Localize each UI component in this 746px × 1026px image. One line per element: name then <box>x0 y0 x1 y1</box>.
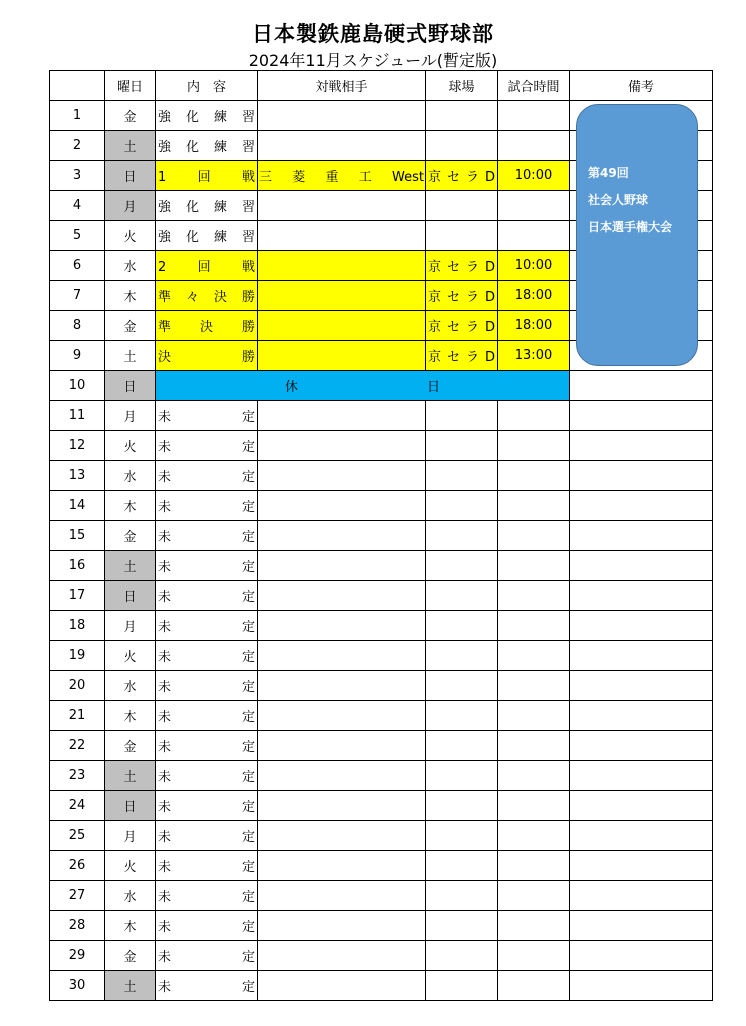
content-text: 準々決勝 <box>158 290 255 305</box>
time-cell <box>498 431 570 461</box>
table-row <box>50 521 713 551</box>
time-cell <box>498 191 570 221</box>
notes-cell <box>570 911 713 941</box>
day-number: 5 <box>50 221 105 251</box>
day-number: 19 <box>50 641 105 671</box>
opponent-cell <box>258 581 426 611</box>
content-text: 未定 <box>158 740 255 755</box>
notes-cell <box>570 641 713 671</box>
venue-cell <box>426 101 498 131</box>
content-text: 未定 <box>158 980 255 995</box>
venue-cell <box>426 851 498 881</box>
venue-cell <box>426 971 498 1001</box>
content-text: 強化練習 <box>158 200 255 215</box>
time-cell <box>498 581 570 611</box>
content-cell <box>156 551 258 581</box>
table-row <box>50 791 713 821</box>
day-of-week: 水 <box>105 881 156 911</box>
venue-cell <box>426 491 498 521</box>
content-cell <box>156 461 258 491</box>
opponent-cell <box>258 281 426 311</box>
notes-cell <box>570 551 713 581</box>
content-cell <box>156 191 258 221</box>
notes-cell <box>570 731 713 761</box>
day-number: 7 <box>50 281 105 311</box>
day-of-week: 木 <box>105 911 156 941</box>
time-cell <box>498 701 570 731</box>
day-of-week: 日 <box>105 371 156 401</box>
notes-cell <box>570 671 713 701</box>
content-cell <box>156 851 258 881</box>
content-text: 未定 <box>158 800 255 815</box>
venue-text: 京セラD <box>428 290 495 305</box>
time-cell <box>498 671 570 701</box>
venue-cell <box>426 251 498 281</box>
notes-cell <box>570 401 713 431</box>
content-cell <box>156 251 258 281</box>
day-of-week: 日 <box>105 791 156 821</box>
content-cell <box>156 401 258 431</box>
venue-cell <box>426 461 498 491</box>
time-cell <box>498 911 570 941</box>
day-number: 3 <box>50 161 105 191</box>
day-of-week: 金 <box>105 101 156 131</box>
day-number: 13 <box>50 461 105 491</box>
opponent-cell <box>258 101 426 131</box>
content-text: 未定 <box>158 950 255 965</box>
header-content: 内 容 <box>156 71 258 101</box>
time-cell <box>498 611 570 641</box>
venue-cell <box>426 131 498 161</box>
day-of-week: 日 <box>105 161 156 191</box>
opponent-cell <box>258 911 426 941</box>
content-text: 2回戦 <box>158 260 255 275</box>
day-number: 25 <box>50 821 105 851</box>
content-cell <box>156 341 258 371</box>
venue-cell <box>426 221 498 251</box>
opponent-cell <box>258 401 426 431</box>
day-of-week: 火 <box>105 641 156 671</box>
notes-cell <box>570 461 713 491</box>
content-cell <box>156 581 258 611</box>
tournament-note-box <box>576 104 698 366</box>
time-cell: 13:00 <box>498 341 570 371</box>
day-of-week: 木 <box>105 281 156 311</box>
notes-cell <box>570 851 713 881</box>
day-number: 26 <box>50 851 105 881</box>
notes-cell <box>570 491 713 521</box>
content-cell <box>156 101 258 131</box>
page-subtitle: 2024年11月スケジュール(暫定版) <box>248 51 498 70</box>
header-time: 試合時間 <box>498 71 570 101</box>
day-number: 10 <box>50 371 105 401</box>
content-text: 未定 <box>158 560 255 575</box>
day-of-week: 水 <box>105 671 156 701</box>
day-of-week: 月 <box>105 401 156 431</box>
day-number: 4 <box>50 191 105 221</box>
opponent-text: 三菱重工West <box>259 170 424 185</box>
content-cell <box>156 641 258 671</box>
table-row <box>50 371 713 401</box>
venue-cell <box>426 701 498 731</box>
venue-cell <box>426 821 498 851</box>
opponent-cell <box>258 971 426 1001</box>
content-cell <box>156 881 258 911</box>
time-cell <box>498 761 570 791</box>
content-cell <box>156 911 258 941</box>
opponent-cell <box>258 851 426 881</box>
time-cell <box>498 491 570 521</box>
content-cell <box>156 941 258 971</box>
content-cell <box>156 161 258 191</box>
note-line: 日本選手権大会 <box>588 220 673 234</box>
venue-cell <box>426 521 498 551</box>
content-text: 未定 <box>158 650 255 665</box>
notes-cell <box>570 971 713 1001</box>
time-cell <box>498 131 570 161</box>
table-row <box>50 851 713 881</box>
content-text: 強化練習 <box>158 110 255 125</box>
opponent-cell <box>258 431 426 461</box>
venue-cell <box>426 641 498 671</box>
content-text: 未定 <box>158 830 255 845</box>
day-of-week: 土 <box>105 971 156 1001</box>
venue-cell <box>426 311 498 341</box>
venue-cell <box>426 281 498 311</box>
day-number: 24 <box>50 791 105 821</box>
day-of-week: 月 <box>105 191 156 221</box>
venue-cell <box>426 941 498 971</box>
day-of-week: 金 <box>105 521 156 551</box>
table-row <box>50 731 713 761</box>
table-row <box>50 971 713 1001</box>
day-number: 18 <box>50 611 105 641</box>
time-cell <box>498 401 570 431</box>
table-row <box>50 821 713 851</box>
table-row <box>50 581 713 611</box>
time-cell <box>498 821 570 851</box>
table-row <box>50 941 713 971</box>
content-cell <box>156 431 258 461</box>
time-cell: 10:00 <box>498 161 570 191</box>
day-number: 28 <box>50 911 105 941</box>
day-number: 12 <box>50 431 105 461</box>
header-venue: 球場 <box>426 71 498 101</box>
notes-cell <box>570 791 713 821</box>
day-number: 9 <box>50 341 105 371</box>
content-cell <box>156 821 258 851</box>
table-row <box>50 881 713 911</box>
content-text: 強化練習 <box>158 230 255 245</box>
time-cell <box>498 851 570 881</box>
time-cell: 10:00 <box>498 251 570 281</box>
day-of-week: 土 <box>105 341 156 371</box>
content-cell <box>156 521 258 551</box>
venue-cell <box>426 161 498 191</box>
time-cell <box>498 221 570 251</box>
time-cell <box>498 641 570 671</box>
day-of-week: 金 <box>105 311 156 341</box>
venue-cell <box>426 551 498 581</box>
time-cell <box>498 521 570 551</box>
note-line: 社会人野球 <box>588 193 649 207</box>
day-number: 21 <box>50 701 105 731</box>
day-number: 2 <box>50 131 105 161</box>
opponent-cell <box>258 551 426 581</box>
day-of-week: 金 <box>105 731 156 761</box>
day-number: 27 <box>50 881 105 911</box>
content-text: 未定 <box>158 470 255 485</box>
day-number: 22 <box>50 731 105 761</box>
content-text: 決勝 <box>158 350 255 365</box>
venue-text: 京セラD <box>428 170 495 185</box>
day-of-week: 火 <box>105 851 156 881</box>
time-cell <box>498 941 570 971</box>
table-row <box>50 911 713 941</box>
time-cell: 18:00 <box>498 281 570 311</box>
content-cell <box>156 791 258 821</box>
day-number: 1 <box>50 101 105 131</box>
day-number: 15 <box>50 521 105 551</box>
content-cell <box>156 611 258 641</box>
content-text: 未定 <box>158 860 255 875</box>
header-notes: 備考 <box>570 71 713 101</box>
venue-cell <box>426 911 498 941</box>
content-text: 未定 <box>158 620 255 635</box>
table-row <box>50 461 713 491</box>
venue-cell <box>426 191 498 221</box>
day-number: 17 <box>50 581 105 611</box>
venue-cell <box>426 401 498 431</box>
opponent-cell <box>258 311 426 341</box>
notes-cell <box>570 371 713 401</box>
day-of-week: 月 <box>105 821 156 851</box>
header-dow: 曜日 <box>105 71 156 101</box>
table-row <box>50 491 713 521</box>
day-number: 23 <box>50 761 105 791</box>
opponent-cell <box>258 221 426 251</box>
header-opponent: 対戦相手 <box>258 71 426 101</box>
day-of-week: 木 <box>105 701 156 731</box>
opponent-cell <box>258 791 426 821</box>
venue-text: 京セラD <box>428 350 495 365</box>
content-cell <box>156 971 258 1001</box>
day-of-week: 月 <box>105 611 156 641</box>
header-day <box>50 71 105 101</box>
day-number: 6 <box>50 251 105 281</box>
table-row <box>50 551 713 581</box>
venue-cell <box>426 611 498 641</box>
day-of-week: 水 <box>105 461 156 491</box>
content-text: 未定 <box>158 410 255 425</box>
venue-text: 京セラD <box>428 320 495 335</box>
opponent-cell <box>258 491 426 521</box>
time-cell <box>498 881 570 911</box>
content-text: 未定 <box>158 530 255 545</box>
venue-cell <box>426 581 498 611</box>
day-of-week: 木 <box>105 491 156 521</box>
table-row <box>50 611 713 641</box>
day-number: 8 <box>50 311 105 341</box>
opponent-cell <box>258 161 426 191</box>
content-cell <box>156 281 258 311</box>
time-cell <box>498 731 570 761</box>
content-cell <box>156 311 258 341</box>
day-of-week: 水 <box>105 251 156 281</box>
day-number: 16 <box>50 551 105 581</box>
content-text: 未定 <box>158 500 255 515</box>
notes-cell <box>570 581 713 611</box>
opponent-cell <box>258 701 426 731</box>
opponent-cell <box>258 191 426 221</box>
time-cell <box>498 971 570 1001</box>
notes-cell <box>570 431 713 461</box>
content-cell <box>156 131 258 161</box>
content-text: 1回戦 <box>158 170 255 185</box>
day-number: 14 <box>50 491 105 521</box>
day-of-week: 火 <box>105 221 156 251</box>
time-cell: 18:00 <box>498 311 570 341</box>
content-text: 未定 <box>158 590 255 605</box>
venue-cell <box>426 791 498 821</box>
opponent-cell <box>258 881 426 911</box>
opponent-cell <box>258 821 426 851</box>
content-cell <box>156 701 258 731</box>
day-number: 20 <box>50 671 105 701</box>
venue-cell <box>426 341 498 371</box>
notes-cell <box>570 521 713 551</box>
page-title: 日本製鉄鹿島硬式野球部 <box>252 22 494 46</box>
day-of-week: 火 <box>105 431 156 461</box>
content-text: 未定 <box>158 920 255 935</box>
time-cell <box>498 791 570 821</box>
content-text: 未定 <box>158 770 255 785</box>
notes-cell <box>570 881 713 911</box>
table-row <box>50 431 713 461</box>
table-row <box>50 761 713 791</box>
notes-cell <box>570 941 713 971</box>
notes-cell <box>570 821 713 851</box>
notes-cell <box>570 611 713 641</box>
opponent-cell <box>258 641 426 671</box>
content-text: 未定 <box>158 680 255 695</box>
table-row <box>50 641 713 671</box>
day-of-week: 土 <box>105 131 156 161</box>
table-row <box>50 671 713 701</box>
table-header-row <box>50 71 713 101</box>
content-cell <box>156 221 258 251</box>
opponent-cell <box>258 761 426 791</box>
time-cell <box>498 101 570 131</box>
rest-day-cell: 休 日 <box>156 371 570 401</box>
day-of-week: 金 <box>105 941 156 971</box>
opponent-cell <box>258 941 426 971</box>
content-text: 未定 <box>158 890 255 905</box>
day-of-week: 日 <box>105 581 156 611</box>
venue-text: 京セラD <box>428 260 495 275</box>
opponent-cell <box>258 131 426 161</box>
opponent-cell <box>258 671 426 701</box>
venue-cell <box>426 731 498 761</box>
opponent-cell <box>258 521 426 551</box>
day-of-week: 土 <box>105 761 156 791</box>
opponent-cell <box>258 611 426 641</box>
venue-cell <box>426 671 498 701</box>
content-cell <box>156 671 258 701</box>
opponent-cell <box>258 731 426 761</box>
content-cell <box>156 731 258 761</box>
venue-cell <box>426 761 498 791</box>
opponent-cell <box>258 461 426 491</box>
content-cell <box>156 761 258 791</box>
venue-cell <box>426 881 498 911</box>
day-number: 30 <box>50 971 105 1001</box>
notes-cell <box>570 761 713 791</box>
time-cell <box>498 551 570 581</box>
day-number: 29 <box>50 941 105 971</box>
opponent-cell <box>258 251 426 281</box>
content-text: 準決勝 <box>158 320 255 335</box>
note-line: 第49回 <box>588 166 629 180</box>
table-row <box>50 701 713 731</box>
notes-cell <box>570 701 713 731</box>
opponent-cell <box>258 341 426 371</box>
day-number: 11 <box>50 401 105 431</box>
day-of-week: 土 <box>105 551 156 581</box>
content-text: 未定 <box>158 440 255 455</box>
content-text: 強化練習 <box>158 140 255 155</box>
venue-cell <box>426 431 498 461</box>
table-row <box>50 401 713 431</box>
content-text: 未定 <box>158 710 255 725</box>
time-cell <box>498 461 570 491</box>
content-cell <box>156 491 258 521</box>
